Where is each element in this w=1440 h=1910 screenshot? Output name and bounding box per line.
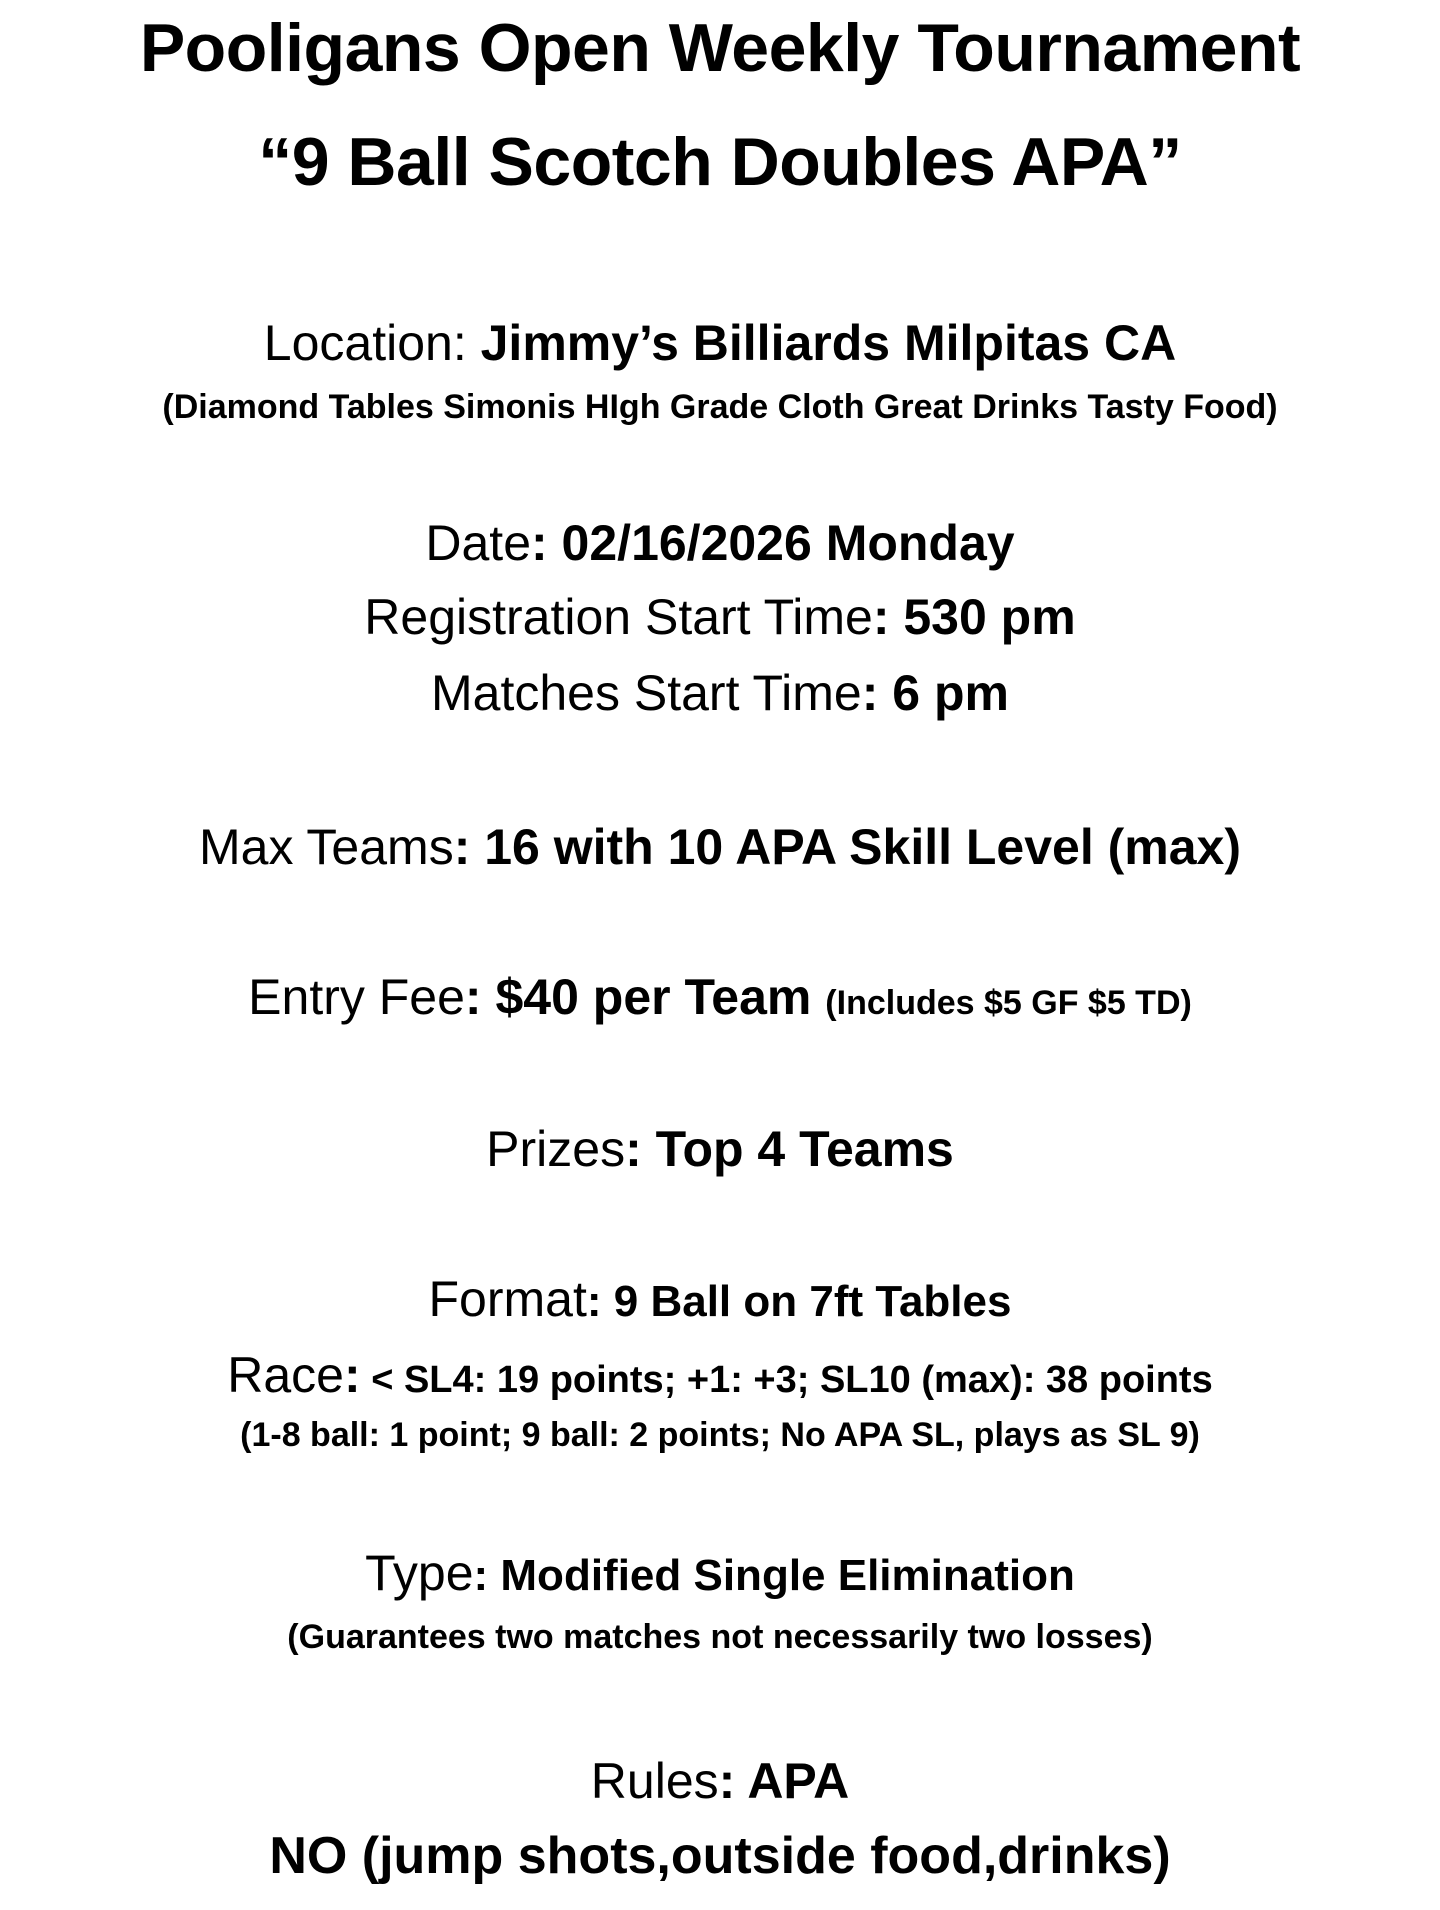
matches-line (0, 665, 1440, 721)
registration-label: Registration Start Time (364, 589, 873, 645)
rules-line (0, 1753, 1440, 1809)
location-line (0, 315, 1440, 371)
max-teams-line (0, 819, 1440, 875)
prizes-label: Prizes (486, 1121, 626, 1177)
format-line (0, 1271, 1440, 1327)
type-label: Type (365, 1545, 474, 1601)
type-note: (Guarantees two matches not necessarily two losses) (287, 1618, 1153, 1656)
type-line (0, 1545, 1440, 1601)
entry-fee-line (0, 969, 1440, 1025)
prizes-line (0, 1121, 1440, 1177)
format-value: : 9 Ball on 7ft Tables (586, 1277, 1012, 1326)
date-value: : 02/16/2026 Monday (531, 515, 1015, 571)
format-label: Format (428, 1271, 587, 1327)
registration-line (0, 589, 1440, 645)
location-note: (Diamond Tables Simonis HIgh Grade Cloth Great Drinks Tasty Food) (162, 388, 1278, 426)
entry-fee-label: Entry Fee (248, 969, 465, 1025)
location-value: Jimmy’s Billiards Milpitas CA (480, 315, 1177, 371)
max-teams-value: : 16 with 10 APA Skill Level (max) (453, 819, 1242, 875)
flyer-subtitle: “9 Ball Scotch Doubles APA” (258, 124, 1182, 200)
entry-fee-note: (Includes $5 GF $5 TD) (825, 984, 1192, 1022)
race-label: Race (227, 1347, 344, 1403)
date-line (0, 515, 1440, 571)
rules-label: Rules (590, 1753, 719, 1809)
matches-label: Matches Start Time (431, 665, 862, 721)
max-teams-label: Max Teams (198, 819, 454, 875)
location-label: Location: (263, 315, 467, 371)
registration-value: : 530 pm (872, 589, 1076, 645)
type-value: : Modified Single Elimination (473, 1551, 1075, 1600)
race-note: (1-8 ball: 1 point; 9 ball: 2 points; No APA SL, plays as SL 9) (240, 1416, 1200, 1454)
race-line (0, 1347, 1440, 1403)
prizes-value: : Top 4 Teams (625, 1121, 954, 1177)
rules-value: : APA (718, 1753, 850, 1809)
flyer-title: Pooligans Open Weekly Tournament (139, 10, 1301, 86)
date-label: Date (425, 515, 532, 571)
rules-restrictions: NO (jump shots,outside food,drinks) (269, 1827, 1171, 1885)
race-value: < SL4: 19 points; +1: +3; SL10 (max): 38 points (360, 1359, 1213, 1401)
entry-fee-value: : $40 per Team (464, 969, 812, 1025)
race-colon: : (344, 1347, 361, 1403)
matches-value: : 6 pm (861, 665, 1009, 721)
